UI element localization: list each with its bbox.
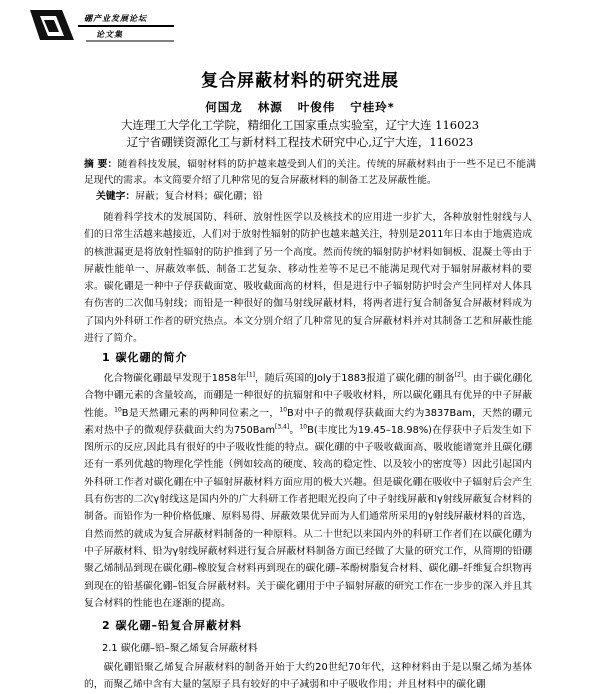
section-2-heading: 2 碳化硼–铅复合屏蔽材料	[102, 619, 242, 632]
affiliation-1: 大连理工大学化工学院，精细化工国家重点实验室，辽宁大连 116023	[120, 118, 480, 132]
intro-paragraph: 随着科学技术的发展国防、科研、放射性医学以及核技术的应用进一步扩大，各种放射性射线与人们的日常生活越来越接近，人们对于放射性辐射的防护也越来越关注，特别是2011年日本由于地震造成的核泄漏更是将放射性辐射的防护推到了另一个高度。然而传统的辐射防护材料如铜板、混凝土等由于屏蔽性能单一、屏蔽效率低、制备工艺复杂、移动性差等不足已不能满足现代对于辐射屏蔽材料的要求。碳化硼是一种中子俘获截面宽、吸收截面高的材料，但是进行中子辐射防护时会产生同样对人体具有伤害的二次伽马射线；而铅是一种很好的伽马射线屏蔽材料，将两者进行复合制备复合屏蔽材料成为了国内外科研工作者的研究热点。本文分别介绍了几种常见的复合屏蔽材料并对其制备工艺和屏蔽性能进行了简介。	[84, 212, 532, 345]
text-run: B是天然硼元素的两种同位素之一，	[121, 407, 280, 419]
keywords-text: 屏蔽；复合材料；碳化硼；铅	[135, 191, 263, 202]
isotope-mass: 10	[114, 406, 122, 414]
journal-logo-icon	[26, 6, 176, 46]
text-run: ，随后英国的Joly于1883报道了碳化硼的制备	[255, 373, 455, 384]
journal-section: 论文集	[96, 30, 123, 39]
abstract	[84, 157, 536, 188]
text-run: 。由于碳化硼化合物中硼元素的含量较高，而硼是一种很好的抗辐射和中子吸收材料，所以碳化硼具有优异的中子屏蔽性能。	[84, 373, 532, 419]
text-run: 。	[289, 424, 300, 436]
text-run: B对中子的微观俘获截面大约为3837Bam，天然的硼元素对热中子的微观俘获截面大约为750Bam	[84, 407, 533, 436]
citation: [3,4]	[275, 423, 290, 431]
isotope-mass: 10	[279, 406, 288, 414]
journal-badge	[26, 6, 176, 46]
section-1-paragraph	[84, 370, 532, 612]
affiliation-2: 辽宁省硼镁资源化工与新材料工程技术研究中心,辽宁大连，116023	[126, 135, 474, 149]
abstract-label: 摘 要：	[84, 159, 118, 170]
citation: [2]	[454, 371, 464, 379]
keywords-label: 关键字：	[96, 191, 136, 202]
section-2-1-heading: 2.1 碳化硼–铅–聚乙烯复合屏蔽材料	[102, 643, 258, 654]
citation: [1]	[246, 371, 255, 379]
section-2-1-paragraph: 碳化硼铅聚乙烯复合屏蔽材料的制备开始于大约20世纪70年代，这种材料由于是以聚乙烯为基体的，而聚乙烯中含有大量的氢原子具有较好的中子减弱和中子吸收作用；并且材料中的碳化硼	[84, 662, 532, 691]
section-1-heading: 1 碳化硼的简介	[102, 351, 188, 364]
journal-name: 硼产业发展论坛	[84, 14, 147, 23]
keywords	[96, 188, 263, 202]
abstract-text: 随着科技发展，辐射材料的防护越来越受到人们的关注。传统的屏蔽材料由于一些不足已不能满足现代的需求。本文简要介绍了几种常见的复合屏蔽材料的制备工艺及屏蔽性能。	[84, 159, 537, 186]
isotope-mass: 10	[299, 423, 308, 431]
paper-authors: 何国龙 林源 叶俊伟 宁桂玲*	[205, 100, 395, 114]
text-run: B(丰度比为19.45–18.98%)在俘获中子后发生如下图所示的反应,因此具有很好的中子吸收性能的特点。碳化硼的中子吸收截面高、吸收能谱宽并且碳化硼还有一系列优越的物理化学性能（例如较高的硬度、较高的稳定性、以及较小的密度等）因此引起国内外科研工作者对碳化硼在中子辐射屏蔽材料方面应用的极大兴趣。但是碳化硼在吸收中子辐射后会产生具有伤害的二次γ射线这是国内外的广大科研工作者把眼光投向了中子射线屏蔽和γ射线屏蔽复合材料的制备。而铅作为一种价格低廉、原料易得、屏蔽效果优异而为人们通常所采用的γ射线屏蔽材料的首选，自然而然的就成为复合屏蔽材料制备的一种原料。从二十世纪以来国内外的科研工作者们在以碳化硼为中子屏蔽材料、铅为γ射线屏蔽材料进行复合屏蔽材料制备方面已经做了大量的研究工作，从简期的铅硼聚乙烯制品到现在碳化硼–橡胶复合材料再到现在的碳化硼–苯酚树脂复合材料、碳化硼–纤维复合织物再到现在的铅基碳化硼–铝复合屏蔽材料。关于碳化硼用于中子辐射屏蔽的研究工作在一步步的深入并且其复合材料的性能也在逐渐的提高。	[84, 424, 533, 609]
text-run: 化合物碳化硼最早发现于1858年	[103, 373, 247, 384]
paper-title: 复合屏蔽材料的研究进展	[201, 71, 399, 91]
